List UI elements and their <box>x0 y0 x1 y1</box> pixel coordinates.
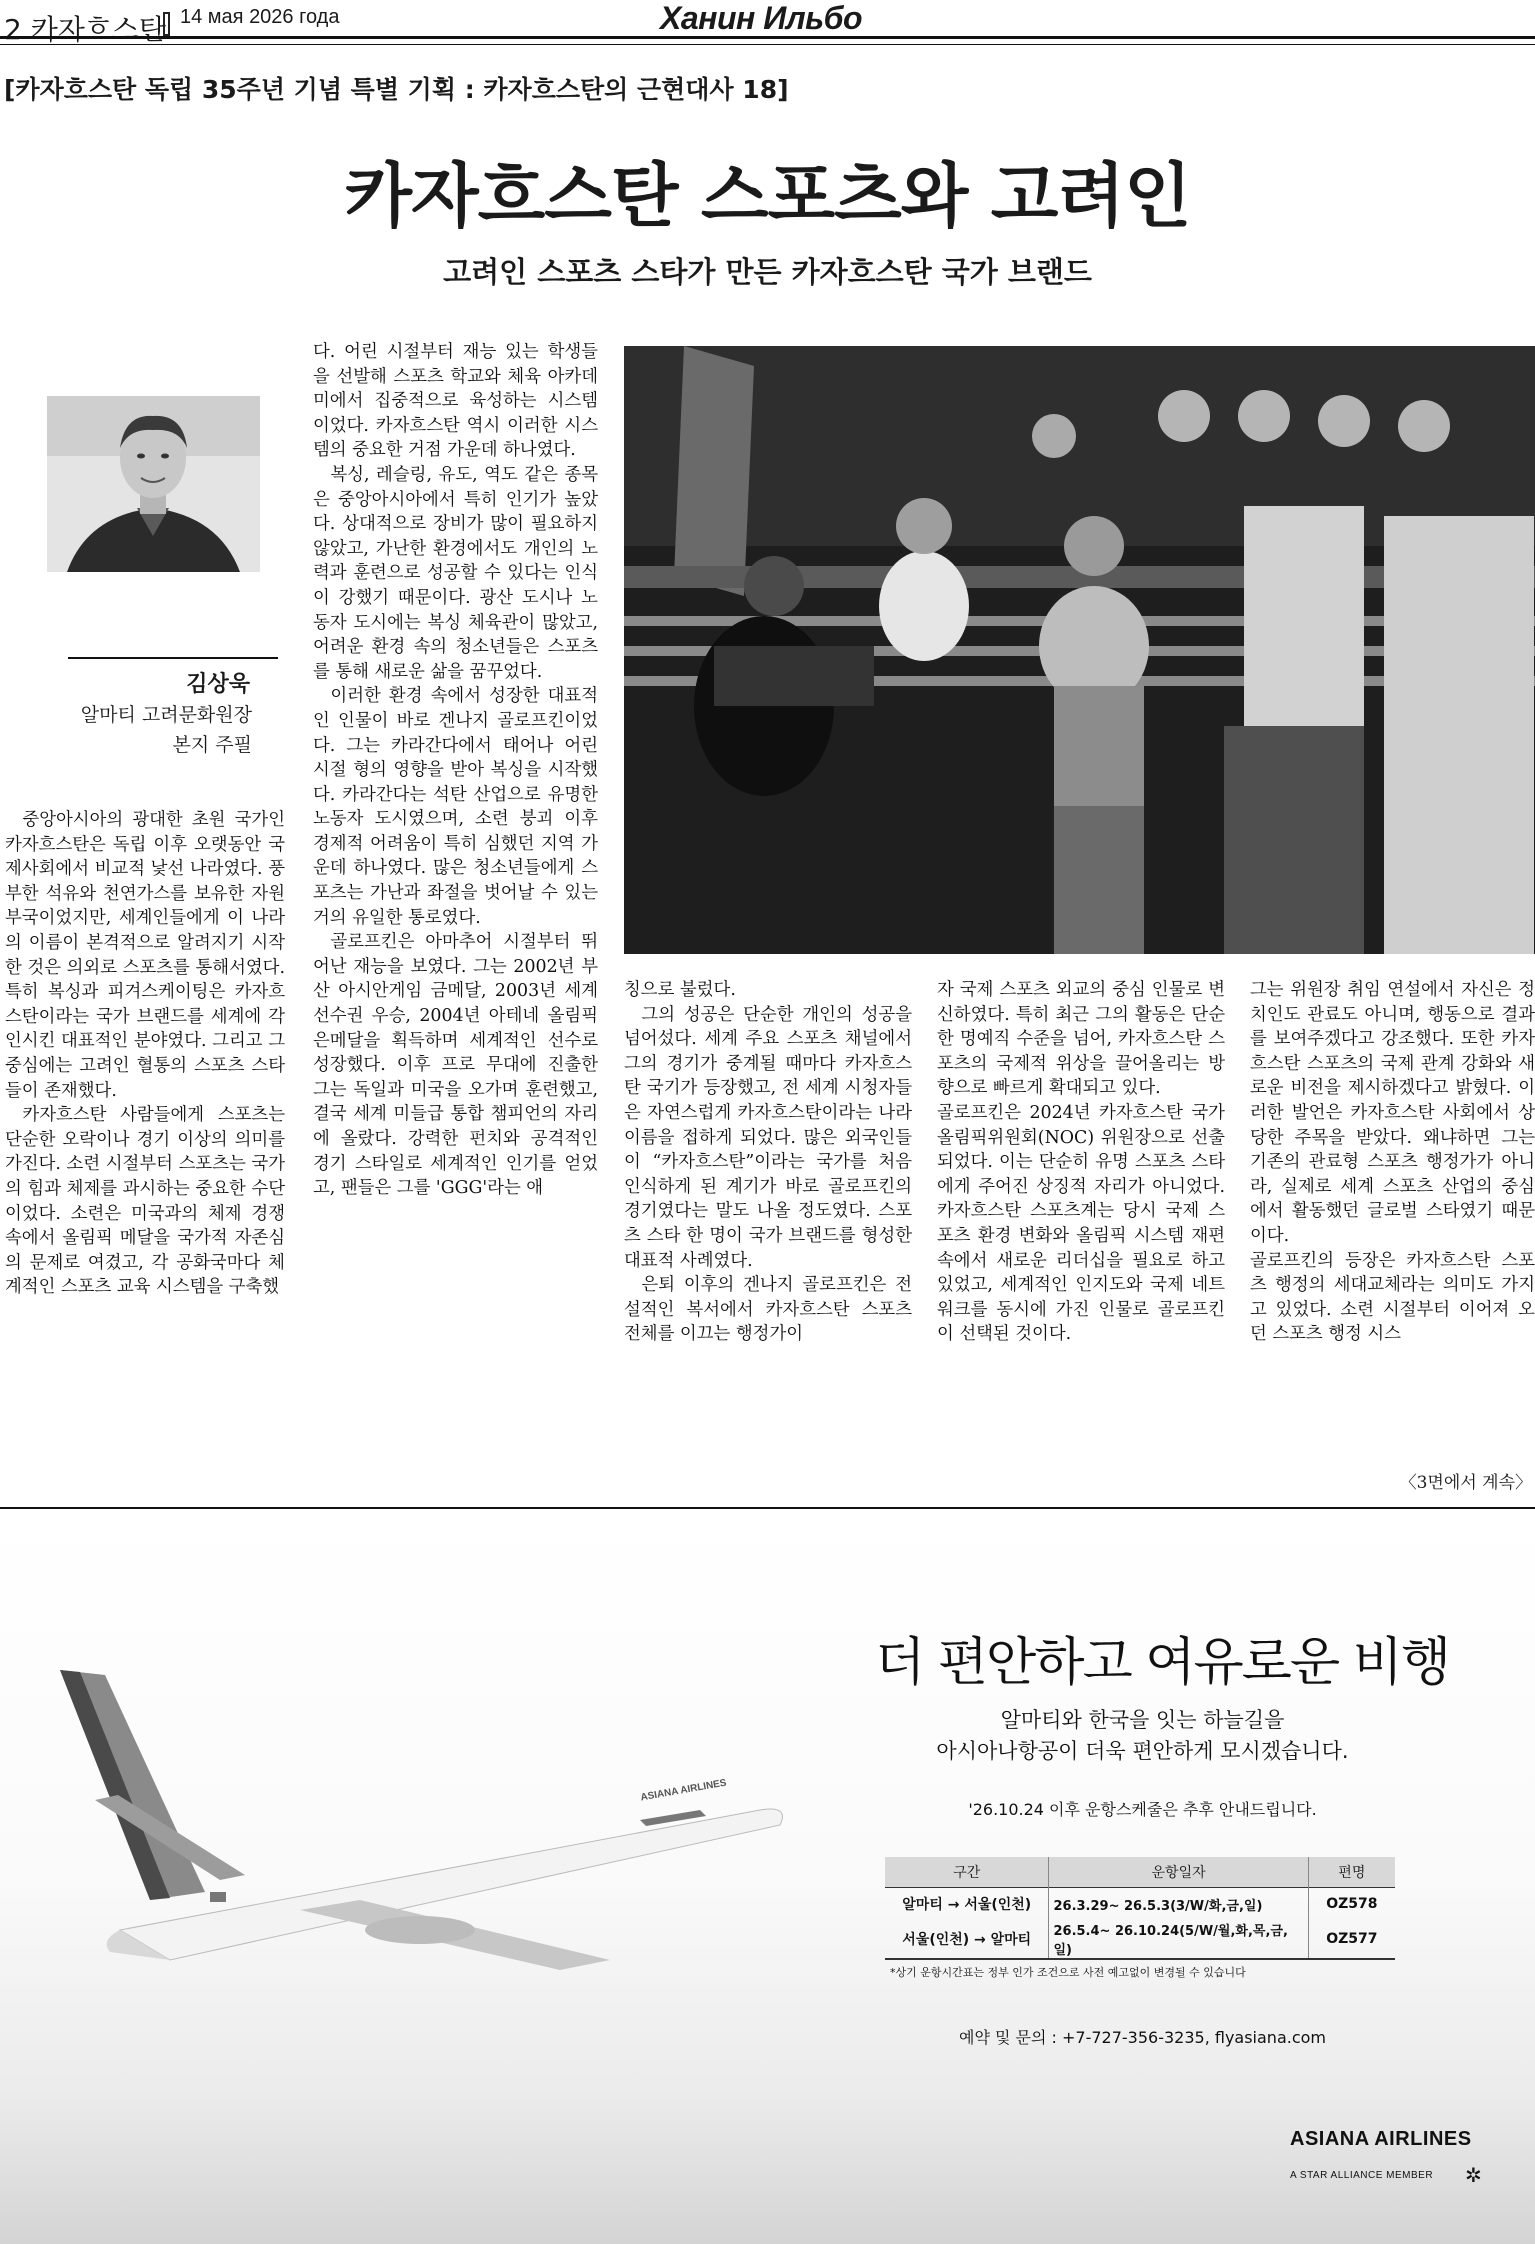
flight-schedule-table <box>885 1857 1395 1960</box>
table-row <box>885 1888 1395 1921</box>
table-header: 운항일자 <box>1049 1857 1308 1888</box>
star-alliance-icon: ✲ <box>1465 2163 1482 2187</box>
paragraph: 그는 위원장 취임 연설에서 자신은 정치인도 관료도 아니며, 행동으로 결과를 보여주겠다고 강조했다. 또한 카자흐스탄 스포츠의 국제 관계 강화와 새로운 비전을 제시하겠다고 밝혔다. 이러한 발언은 카자흐스탄 사회에서 상당한 주목을 받았다. 왜냐하면 그는 기존의 관료형 스포츠 행정가가 아니라, 실제로 세계 스포츠 산업의 중심에서 활동했던 글로벌 스타였기 때문이다. <box>1250 980 1535 1246</box>
author-name: 김상욱 <box>186 672 250 697</box>
table-cell: 26.5.4~ 26.10.24(5/W/월,화,목,금,일) <box>1049 1920 1308 1959</box>
article-subheadline: 고려인 스포츠 스타가 만든 카자흐스탄 국가 브랜드 <box>443 255 1092 289</box>
plane-livery-text: ASIANA AIRLINES <box>639 1777 728 1804</box>
header-divider-bar <box>163 12 170 36</box>
ad-subtext <box>880 1705 1405 1767</box>
paragraph: 다. 어린 시절부터 재능 있는 학생들을 선발해 스포츠 학교와 체육 아카데미에서 집중적으로 육성하는 시스템이었다. 카자흐스탄 역시 이러한 시스템의 중요한 거점 가운데 하나였다. <box>313 342 598 461</box>
continued-note: 〈3면에서 계속〉 <box>1399 1473 1532 1493</box>
author-role-line: 본지 주필 <box>172 734 252 756</box>
paragraph: 이러한 환경 속에서 성장한 대표적인 인물이 바로 겐나지 골로프킨이었다. 그는 카라간다에서 태어나 어린 시절 형의 영향을 받아 복싱을 시작했다. 카라간다는 석탄 산업으로 유명한 노동자 도시였으며, 소련 붕괴 이후 경제적 어려움이 특히 심했던 지역 가운데 하나였다. 많은 청소년들에게 스포츠는 가난과 좌절을 벗어날 수 있는 거의 유일한 통로였다. <box>313 686 598 928</box>
header-rule-thin <box>0 44 1535 45</box>
ad-contact-info: 예약 및 문의 : +7-727-356-3235, flyasiana.com <box>958 2028 1327 2047</box>
page-number-section: 2 카자흐스탄 <box>4 13 166 46</box>
table-row <box>885 1920 1395 1959</box>
article-column-4 <box>937 978 1225 1347</box>
paragraph: 중앙아시아의 광대한 초원 국가인 카자흐스탄은 독립 이후 오랫동안 국제사회에서 비교적 낯선 나라였다. 풍부한 석유와 천연가스를 보유한 자원 부국이었지만, 세계인들에게 이 나라의 이름이 본격적으로 알려지기 시작한 것은 의외로 스포츠를 통해서였다. 특히 복싱과 피겨스케이팅은 카자흐스탄이라는 국가 브랜드를 세계에 각인시킨 대표적인 분야였다. 그리고 그 중심에는 고려인 혈통의 스포츠 스타들이 존재했다. <box>5 810 285 1101</box>
paragraph: 카자흐스탄 사람들에게 스포츠는 단순한 오락이나 경기 이상의 의미를 가진다. 소련 시절부터 스포츠는 국가의 힘과 체제를 과시하는 중요한 수단이었다. 소련은 미국과의 체제 경쟁 속에서 올림픽 메달을 국가적 자존심의 문제로 여겼고, 각 공화국마다 체계적인 스포츠 교육 시스템을 구축했 <box>5 1105 285 1298</box>
paragraph: 칭으로 불렀다. <box>624 980 736 1000</box>
issue-date: 14 мая 2026 года <box>180 6 340 28</box>
masthead: Ханин Ильбо <box>660 0 863 36</box>
ad-schedule-note: '26.10.24 이후 운항스케줄은 추후 안내드립니다. <box>968 1800 1317 1819</box>
article-headline: 카자흐스탄 스포츠와 고려인 <box>344 155 1191 237</box>
header-rule <box>0 36 1535 39</box>
table-cell: 서울(인천) → 알마티 <box>885 1920 1049 1959</box>
article-kicker: [카자흐스탄 독립 35주년 기념 특별 기획 : 카자흐스탄의 근현대사 18] <box>4 75 789 104</box>
ad-fine-print: *상기 운항시간표는 정부 인가 조건으로 사전 예고없이 변경될 수 있습니다 <box>890 1966 1246 1979</box>
author-divider <box>68 657 278 659</box>
table-cell: OZ577 <box>1308 1920 1395 1959</box>
author-portrait-photo <box>47 396 260 572</box>
article-bottom-rule <box>0 1507 1535 1509</box>
article-column-5 <box>1250 978 1535 1347</box>
airplane-icon <box>0 1630 800 1990</box>
ad-headline: 더 편안하고 여유로운 비행 <box>875 1633 1450 1693</box>
paragraph: 골로프킨은 아마추어 시절부터 뛰어난 재능을 보였다. 그는 2002년 부산 아시안게임 금메달, 2003년 세계선수권 우승, 2004년 아테네 올림픽 은메달을 획득하며 세계적인 선수로 성장했다. 이후 프로 무대에 진출한 그는 독일과 미국을 오가며 훈련했고, 결국 세계 미들급 통합 챔피언의 자리에 올랐다. 강력한 펀치와 공격적인 경기 스타일로 세계적인 인기를 얻었고, 팬들은 그를 'GGG'라는 애 <box>313 932 598 1199</box>
table-header-row <box>885 1857 1395 1888</box>
ad-subtext-line: 아시아나항공이 더욱 편안하게 모시겠습니다. <box>936 1739 1349 1763</box>
paragraph: 자 국제 스포츠 외교의 중심 인물로 변신하였다. 특히 최근 그의 활동은 단순한 명예직 수준을 넘어, 카자흐스탄 스포츠의 국제적 위상을 끌어올리는 방향으로 빠르게 확대되고 있다. <box>937 980 1225 1099</box>
asiana-logo-text: ASIANA AIRLINES <box>1290 2128 1472 2150</box>
paragraph: 복싱, 레슬링, 유도, 역도 같은 종목은 중앙아시아에서 특히 인기가 높았다. 상대적으로 장비가 많이 필요하지 않았고, 가난한 환경에서도 개인의 노력과 훈련으로 성공할 수 있다는 인식이 강했기 때문이다. 광산 도시나 노동자 도시에는 복싱 체육관이 많았고, 어려운 환경 속의 청소년들은 스포츠를 통해 새로운 삶을 꿈꾸었다. <box>313 464 598 682</box>
table-header: 편명 <box>1308 1857 1395 1888</box>
article-column-2 <box>313 340 598 1201</box>
star-alliance-text: A STAR ALLIANCE MEMBER <box>1290 2170 1434 2181</box>
table-cell: 알마티 → 서울(인천) <box>885 1888 1049 1921</box>
author-role <box>40 700 252 760</box>
article-column-3 <box>624 978 912 1347</box>
article-column-1 <box>5 808 285 1300</box>
ad-subtext-line: 알마티와 한국을 잇는 하늘길을 <box>1000 1708 1285 1732</box>
paragraph: 은퇴 이후의 겐나지 골로프킨은 전설적인 복서에서 카자흐스탄 스포츠 전체를 이끄는 행정가이 <box>624 1275 912 1345</box>
table-cell: 26.3.29~ 26.5.3(3/W/화,금,일) <box>1049 1888 1308 1921</box>
table-header: 구간 <box>885 1857 1049 1888</box>
author-role-line: 알마티 고려문화원장 <box>80 704 252 726</box>
paragraph: 그의 성공은 단순한 개인의 성공을 넘어섰다. 세계 주요 스포츠 채널에서 그의 경기가 중계될 때마다 카자흐스탄 국기가 등장했고, 전 세계 시청자들은 자연스럽게 카자흐스탄이라는 나라 이름을 접하게 되었다. 많은 외국인들이 “카자흐스탄”이라는 국가를 처음 인식하게 된 계기가 바로 골로프킨의 경기였다는 말도 나올 정도였다. 스포츠 스타 한 명이 국가 브랜드를 형성한 대표적 사례였다. <box>624 1004 912 1271</box>
table-cell: OZ578 <box>1308 1888 1395 1921</box>
boxing-ring-photo <box>624 346 1535 954</box>
paragraph: 골로프킨은 2024년 카자흐스탄 국가올림픽위원회(NOC) 위원장으로 선출되었다. 이는 단순히 유명 스포츠 스타에게 주어진 상징적 자리가 아니었다. 카자흐스탄 스포츠계는 당시 국제 스포츠 환경 변화와 올림픽 시스템 재편 속에서 새로운 리더십을 필요로 하고 있었고, 세계적인 인지도와 국제 네트워크를 동시에 가진 인물로 골로프킨이 선택된 것이다. <box>937 1102 1225 1345</box>
paragraph: 골로프킨의 등장은 카자흐스탄 스포츠 행정의 세대교체라는 의미도 가지고 있었다. 소련 시절부터 이어져 오던 스포츠 행정 시스 <box>1250 1250 1535 1345</box>
